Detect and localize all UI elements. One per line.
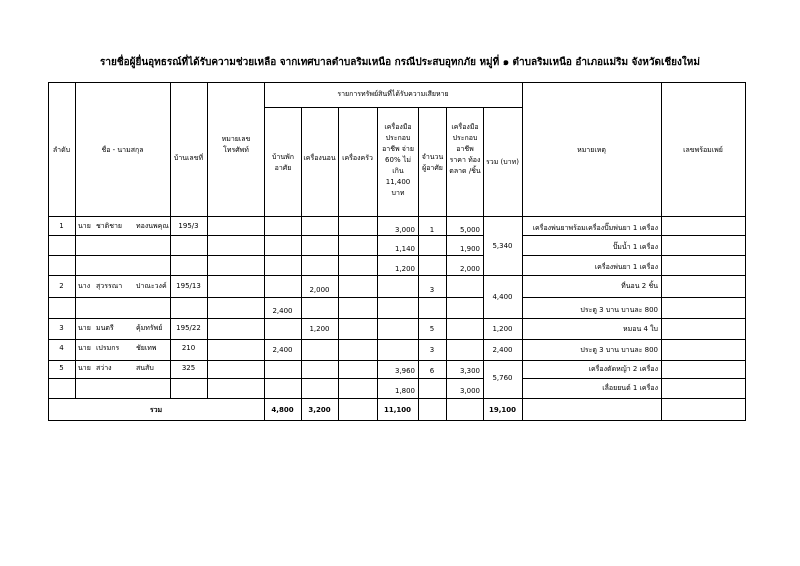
header-promptpay: เลขพร้อมเพย์ bbox=[683, 146, 723, 154]
person-no: 2 bbox=[59, 282, 64, 290]
header-kitchen: เครื่องครัว bbox=[342, 154, 373, 162]
person-title: นาย bbox=[78, 364, 91, 372]
residents-qty-value: 3 bbox=[429, 346, 435, 354]
header-tools-market: เครื่องมือ ประกอบ อาชีพ ราคา ท้องตลาด /ชิ้น bbox=[449, 123, 481, 175]
person-no: 4 bbox=[59, 344, 64, 352]
person-total: 1,200 bbox=[492, 325, 513, 333]
tools-60-value: 3,000 bbox=[394, 226, 415, 234]
person-total: 2,400 bbox=[492, 346, 513, 354]
header-total: รวม (บาท) bbox=[486, 158, 519, 166]
header-remark: หมายเหตุ bbox=[577, 146, 606, 154]
person-first-name: เปรมกร bbox=[96, 344, 120, 352]
remark-text: ปั๊มน้ำ 1 เครื่อง bbox=[612, 243, 658, 251]
person-total: 5,340 bbox=[492, 242, 513, 250]
sum-label: รวม bbox=[149, 406, 163, 414]
header-damage-group: รายการทรัพย์สินที่ได้รับความเสียหาย bbox=[337, 90, 449, 98]
remark-text: ประตู 3 บาน บานละ 800 bbox=[580, 306, 658, 314]
header-residence: บ้านพัก อาศัย bbox=[271, 153, 294, 172]
person-title: นาง bbox=[78, 282, 91, 290]
tools-60-value: 1,800 bbox=[394, 387, 415, 395]
person-last-name: ปาณะวงค์ bbox=[136, 282, 167, 290]
header-tools-60: เครื่องมือ ประกอบ อาชีพ จ่าย 60% ไม่ เกิน 11,400 บาท bbox=[382, 123, 414, 197]
remark-text: เครื่องพ่นยาพร้อมเครื่องปั๊มพ่นยา 1 เครื่อง bbox=[532, 224, 658, 232]
residents-qty-value: 1 bbox=[429, 226, 435, 234]
tools-market-value: 3,000 bbox=[459, 387, 480, 395]
remark-text: เครื่องตัดหญ้า 2 เครื่อง bbox=[588, 365, 658, 373]
sum-tools-60: 11,100 bbox=[383, 406, 411, 414]
residence-value: 2,400 bbox=[272, 346, 293, 354]
sum-residence: 4,800 bbox=[271, 406, 294, 414]
residents-qty-value: 5 bbox=[429, 325, 435, 333]
header-phone: หมายเลข โทรศัพท์ bbox=[221, 135, 251, 154]
tools-market-value: 2,000 bbox=[459, 265, 480, 273]
tools-60-value: 1,140 bbox=[394, 245, 415, 253]
page-title: รายชื่อผู้ยื่นอุทธรณ์ที่ได้รับความช่วยเหลือ จากเทศบาลตำบลริมเหนือ กรณีประสบอุทกภัย หมู่ที่ ๑ ตำบลริมเหนือ อำเภอแม่ริม จังหวัดเชียงใหม่ bbox=[99, 57, 700, 68]
person-no: 1 bbox=[59, 222, 64, 230]
header-residents-qty: จำนวน ผู้อาศัย bbox=[421, 153, 444, 172]
person-first-name: สุวรรณา bbox=[96, 282, 123, 290]
header-no: ลำดับ bbox=[52, 146, 71, 154]
sum-total: 19,100 bbox=[488, 406, 516, 414]
sum-bedding: 3,200 bbox=[308, 406, 331, 414]
person-last-name: สนสับ bbox=[136, 364, 154, 372]
person-first-name: ชาติชาย bbox=[96, 222, 123, 230]
residents-qty-value: 3 bbox=[429, 286, 435, 294]
person-first-name: สว่าง bbox=[96, 364, 112, 372]
tools-market-value: 1,900 bbox=[459, 245, 480, 253]
remark-text: เครื่องพ่นยา 1 เครื่อง bbox=[594, 263, 658, 271]
person-title: นาย bbox=[78, 344, 91, 352]
person-last-name: ชัยเทพ bbox=[136, 344, 157, 352]
person-house-no: 210 bbox=[181, 344, 196, 352]
person-first-name: มนตรี bbox=[96, 324, 114, 332]
person-house-no: 195/3 bbox=[178, 222, 199, 230]
assistance-table bbox=[48, 82, 746, 420]
tools-market-value: 5,000 bbox=[459, 226, 480, 234]
person-last-name: ทองนพคุณ bbox=[136, 222, 169, 230]
person-no: 5 bbox=[59, 364, 64, 372]
remark-text: ประตู 3 บาน บานละ 800 bbox=[580, 346, 658, 354]
residence-value: 2,400 bbox=[272, 307, 293, 315]
person-no: 3 bbox=[59, 324, 64, 332]
header-bedding: เครื่องนอน bbox=[303, 154, 336, 162]
person-total: 4,400 bbox=[492, 293, 513, 301]
person-title: นาย bbox=[78, 222, 91, 230]
remark-text: ที่นอน 2 ชิ้น bbox=[621, 282, 658, 290]
tools-60-value: 1,200 bbox=[394, 265, 415, 273]
header-house-no: บ้านเลขที่ bbox=[173, 154, 204, 162]
remark-text: หมอน 4 ใบ bbox=[623, 325, 658, 333]
bedding-value: 1,200 bbox=[309, 325, 330, 333]
person-total: 5,760 bbox=[492, 374, 513, 382]
person-house-no: 195/22 bbox=[176, 324, 201, 332]
person-house-no: 195/13 bbox=[176, 282, 201, 290]
header-name: ชื่อ - นามสกุล bbox=[101, 146, 144, 154]
person-last-name: คุ้มทรัพย์ bbox=[136, 324, 163, 332]
tools-market-value: 3,300 bbox=[459, 367, 480, 375]
tools-60-value: 3,960 bbox=[394, 367, 415, 375]
residents-qty-value: 6 bbox=[429, 367, 435, 375]
person-house-no: 325 bbox=[181, 364, 196, 372]
bedding-value: 2,000 bbox=[309, 286, 330, 294]
person-title: นาย bbox=[78, 324, 91, 332]
remark-text: เลื่อยยนต์ 1 เครื่อง bbox=[602, 384, 658, 392]
